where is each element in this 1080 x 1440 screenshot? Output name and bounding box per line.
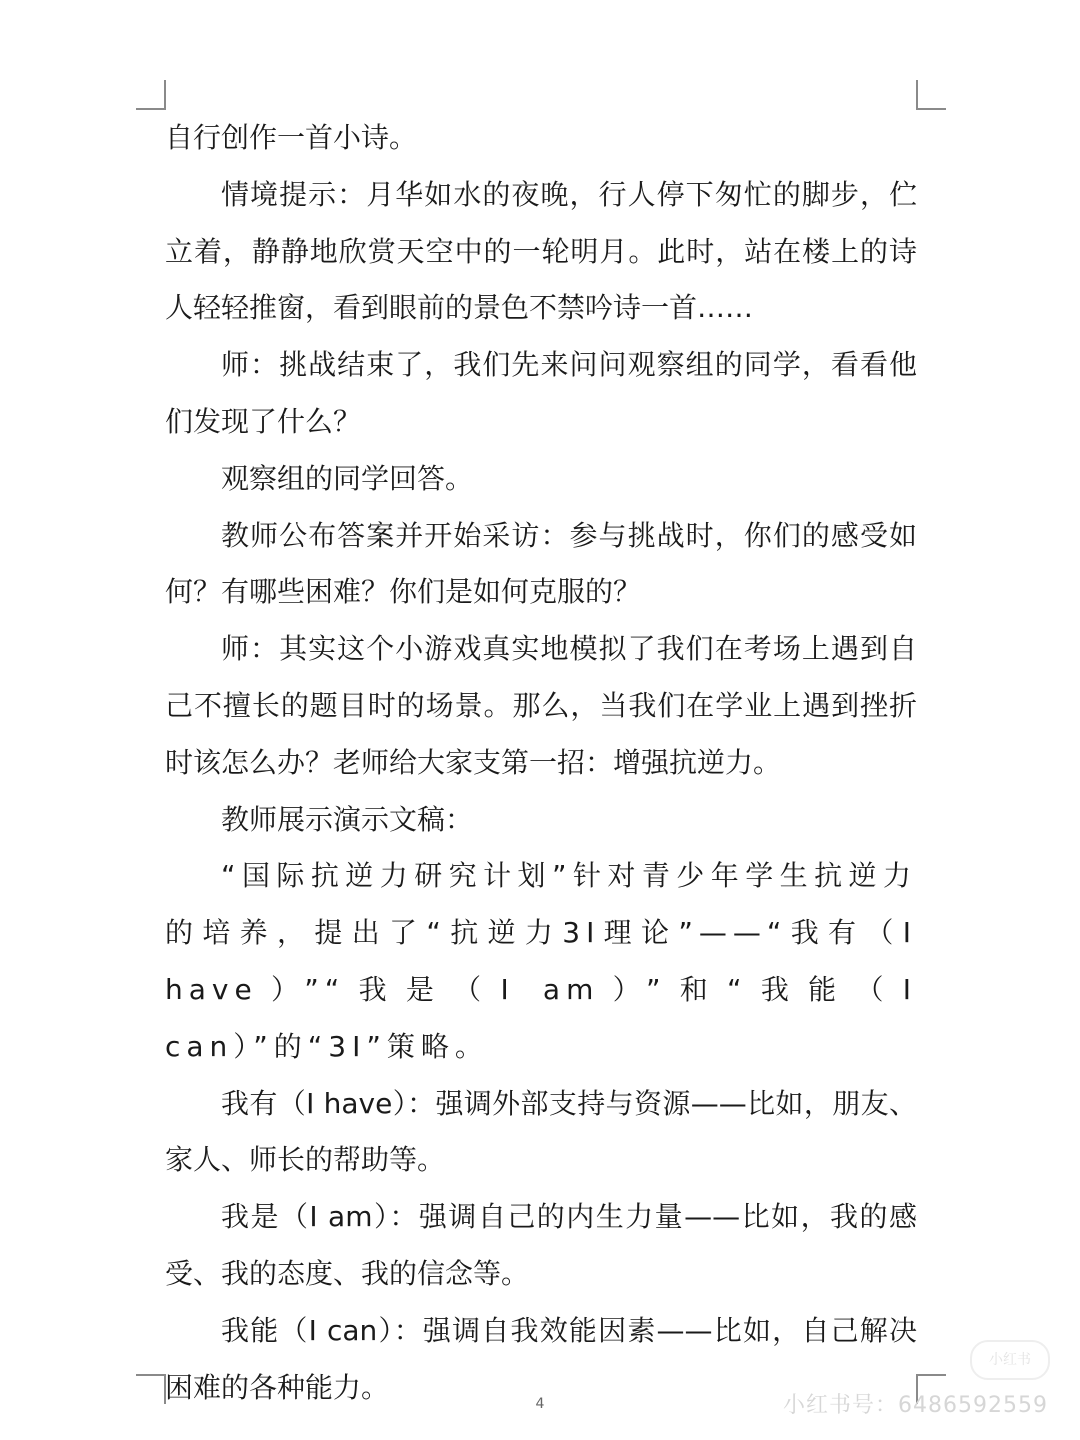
paragraph: 我是（I am）：强调自己的内生力量——比如，我的感受、我的态度、我的信念等。 [165,1200,917,1290]
body-text [165,110,917,1416]
paragraph: 观察组的同学回答。 [221,461,474,495]
paragraph: “国际抗逆力研究计划”针对青少年学生抗逆力的培养，提出了“抗逆力3I理论”——“我有（I have）”“我是（I am）”和“我能（I can）”的“3I”策略。 [165,859,917,1063]
crop-mark-top-left [136,80,166,110]
paragraph: 我有（I have）：强调外部支持与资源——比如，朋友、家人、师长的帮助等。 [165,1086,917,1177]
paragraph: 师：其实这个小游戏真实地模拟了我们在考场上遇到自己不擅长的题目时的场景。那么，当我们在学业上遇到挫折时该怎么办？老师给大家支第一招：增强抗逆力。 [165,632,917,779]
paragraph: 情境提示：月华如水的夜晚，行人停下匆忙的脚步，伫立着，静静地欣赏天空中的一轮明月。此时，站在楼上的诗人轻轻推窗，看到眼前的景色不禁吟诗一首…… [165,177,917,325]
watermark-text: 小红书号：6486592559 [783,1393,1048,1418]
paragraph: 教师公布答案并开始采访：参与挑战时，你们的感受如何？有哪些困难？你们是如何克服的？ [165,518,917,609]
paragraph: 我能（I can）：强调自我效能因素——比如，自己解决困难的各种能力。 [165,1313,917,1404]
paragraph: 师：挑战结束了，我们先来问问观察组的同学，看看他们发现了什么？ [165,348,917,438]
page-number: 4 [535,1396,545,1412]
paragraph: 教师展示演示文稿： [221,802,474,836]
crop-mark-top-right [916,80,946,110]
watermark-logo: 小红书 [970,1340,1050,1380]
paragraph: 自行创作一首小诗。 [165,121,418,154]
